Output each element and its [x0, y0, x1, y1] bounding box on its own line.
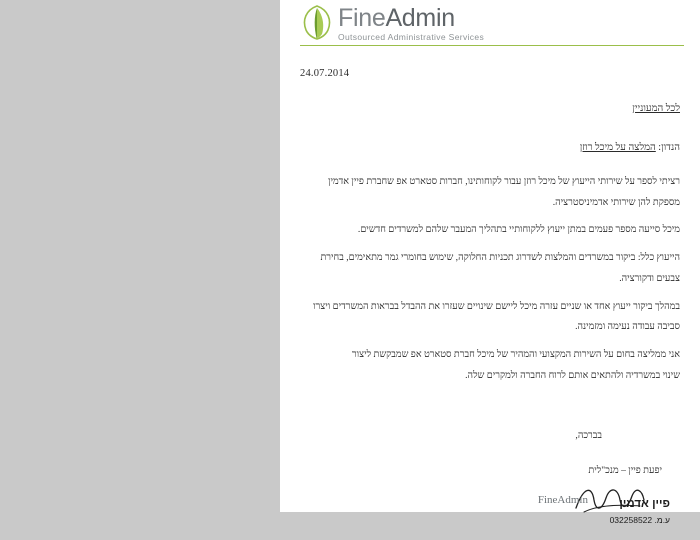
letter-paragraph: רציתי לספר על שירותי הייעוץ של מיכל רוזן עבור לקוחותינו, חברות סטארט אפ שחברת פיין אדמין — [328, 176, 680, 187]
document-page — [280, 0, 700, 525]
letter-paragraph: שינוי במשרדיה ולהתאים אותם לרוח החברה ולמקרים שלה. — [465, 369, 680, 381]
letter-date: 24.07.2014 — [300, 68, 350, 79]
letter-paragraph: הייעוץ כלל: ביקור במשרדים והמלצות לשדרוג תכניות החלוקה, שימוש בחומרי גמר מתאימים, בחירת — [320, 252, 680, 264]
letter-paragraph: במהלך ביקור ייעוץ אחד או שניים עזרה מיכל ליישם שינויים שעזרו את ההבדל בבראות המשרדים ויצרו — [313, 300, 680, 312]
brand-name — [338, 4, 455, 32]
regards-line: בברכה, — [575, 430, 602, 442]
letter-paragraph: מספקת להן שירותי אדמיניסטרציה. — [552, 196, 680, 208]
letter-addressee: לכל המעוניין — [632, 103, 680, 114]
signature-logo: FineAdmin — [537, 493, 588, 506]
brand-first: Fine — [338, 4, 386, 32]
leaf-icon — [300, 4, 334, 40]
logo — [300, 4, 484, 42]
letterhead — [280, 0, 700, 48]
letter-subject — [300, 142, 680, 153]
letter-paragraph: מיכל סייעה מספר פעמים במתן ייעוץ ללקוחותיי בתהליך המעבר שלהם למשרדים חדשים. — [357, 224, 680, 236]
signer-name: יפעת פיין – מנכ"לית — [588, 464, 662, 476]
brand-tagline: Outsourced Administrative Services — [338, 32, 485, 42]
subject-label: הנדון: — [655, 142, 680, 153]
subject-value: המלצה על מיכל רוזן — [579, 142, 656, 153]
signature-area — [300, 482, 680, 540]
signature-block — [300, 427, 680, 539]
brand-second: Admin — [385, 4, 455, 32]
letter-paragraph: צבעים ודקורציה. — [619, 272, 680, 284]
letter-paragraph: אני ממליצה בחום על השירות המקצועי והמהיר של מיכל חברת סטארט אפ שמבקשת ליצור — [351, 348, 680, 360]
letter-paragraph: סביבה עבודה נעימה ומזמינה. — [575, 321, 680, 333]
signature-brand-hebrew: פיין אדמין — [619, 497, 670, 510]
signature-vat-number: ע.מ. 032258522 — [609, 514, 670, 525]
header-divider — [300, 45, 684, 46]
letter-body — [280, 68, 700, 540]
logo-text — [338, 4, 484, 42]
